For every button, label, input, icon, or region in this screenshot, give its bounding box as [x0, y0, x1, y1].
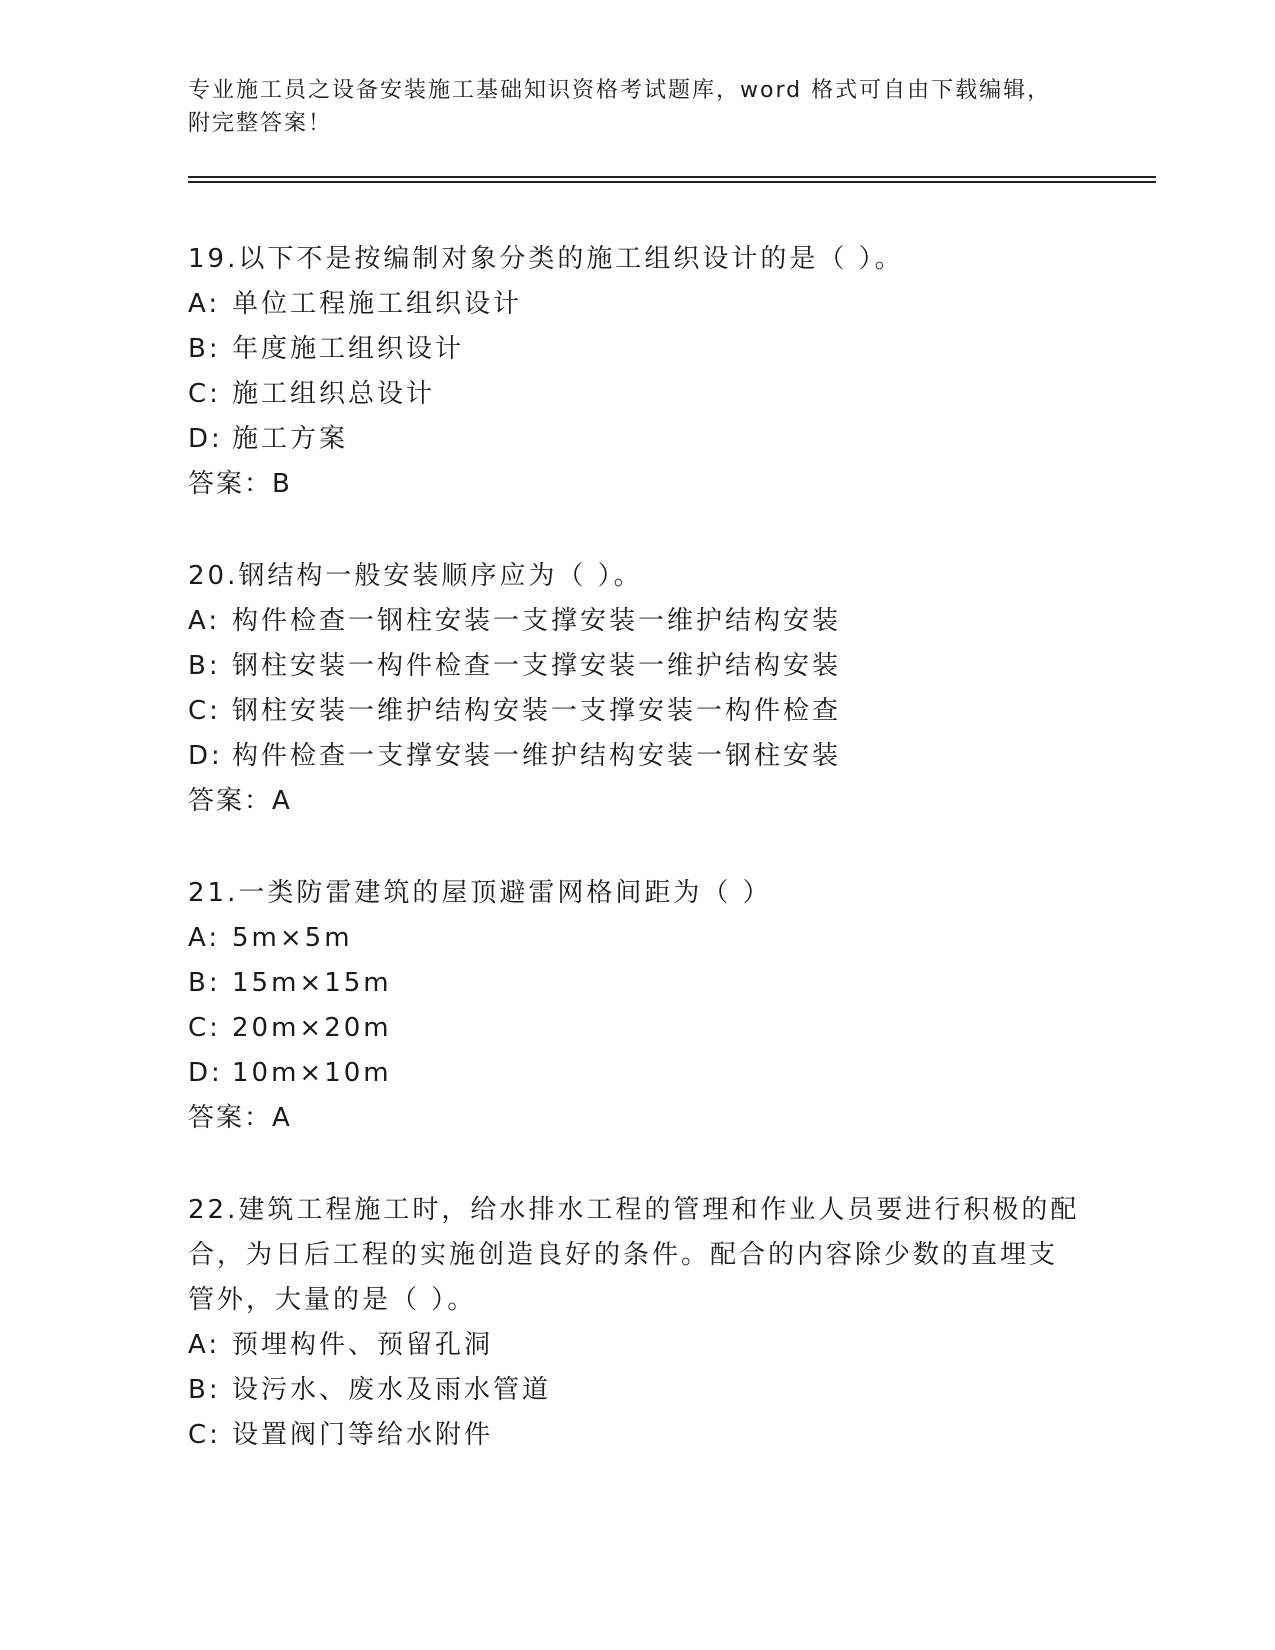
option-d — [188, 734, 1088, 779]
question-list — [188, 237, 1088, 1505]
option-key: C: — [188, 1013, 221, 1043]
option-text: 20m×20m — [232, 1013, 392, 1043]
option-a — [188, 599, 1088, 644]
header-divider-bottom — [188, 181, 1156, 183]
answer-line: 答案：B — [188, 469, 292, 499]
option-key: B: — [188, 1375, 221, 1405]
option-text: 预埋构件、预留孔洞 — [232, 1330, 494, 1360]
option-key: B: — [188, 334, 221, 364]
option-b — [188, 327, 1088, 372]
question-stem-line: 合，为日后工程的实施创造良好的条件。配合的内容除少数的直埋支 — [188, 1240, 1059, 1270]
option-key: D: — [188, 424, 223, 454]
option-key: A: — [188, 923, 221, 953]
option-text: 年度施工组织设计 — [232, 334, 465, 364]
option-d — [188, 1051, 1088, 1096]
option-text: 设置阀门等给水附件 — [232, 1420, 494, 1450]
option-text: 施工方案 — [232, 424, 349, 454]
option-text: 10m×10m — [232, 1058, 392, 1088]
option-key: D: — [188, 1058, 223, 1088]
option-c — [188, 372, 1088, 417]
option-key: C: — [188, 379, 221, 409]
option-key: A: — [188, 606, 221, 636]
header-divider-top — [188, 176, 1156, 178]
option-key: B: — [188, 968, 221, 998]
question-stem-line: 管外，大量的是（ ）。 — [188, 1285, 477, 1315]
option-text: 设污水、废水及雨水管道 — [232, 1375, 552, 1405]
option-text: 15m×15m — [232, 968, 392, 998]
question-stem-line: 22.建筑工程施工时，给水排水工程的管理和作业人员要进行积极的配 — [188, 1195, 1080, 1225]
option-a — [188, 282, 1088, 327]
option-d — [188, 417, 1088, 462]
option-c — [188, 1006, 1088, 1051]
option-key: D: — [188, 741, 223, 771]
option-b — [188, 1368, 1088, 1413]
option-text: 钢柱安装一构件检查一支撑安装一维护结构安装 — [232, 651, 842, 681]
answer-line: 答案：A — [188, 786, 292, 816]
header-line-1: 专业施工员之设备安装施工基础知识资格考试题库，word 格式可自由下载编辑， — [188, 78, 1052, 103]
option-b — [188, 961, 1088, 1006]
option-a — [188, 916, 1088, 961]
option-key: B: — [188, 651, 221, 681]
document-header — [188, 74, 1088, 140]
option-key: A: — [188, 1330, 221, 1360]
question-21 — [188, 871, 1088, 1141]
option-text: 5m×5m — [232, 923, 353, 953]
answer-line: 答案：A — [188, 1103, 292, 1133]
header-line-2: 附完整答案！ — [188, 111, 333, 136]
question-20 — [188, 554, 1088, 824]
option-a — [188, 1323, 1088, 1368]
option-b — [188, 644, 1088, 689]
option-text: 钢柱安装一维护结构安装一支撑安装一构件检查 — [232, 696, 842, 726]
option-text: 构件检查一钢柱安装一支撑安装一维护结构安装 — [232, 606, 842, 636]
option-text: 单位工程施工组织设计 — [232, 289, 523, 319]
question-stem: 19.以下不是按编制对象分类的施工组织设计的是（ ）。 — [188, 244, 904, 274]
option-text: 构件检查一支撑安装一维护结构安装一钢柱安装 — [232, 741, 842, 771]
option-text: 施工组织总设计 — [232, 379, 436, 409]
option-key: C: — [188, 696, 221, 726]
question-22 — [188, 1188, 1088, 1458]
question-19 — [188, 237, 1088, 507]
option-key: A: — [188, 289, 221, 319]
option-key: C: — [188, 1420, 221, 1450]
question-stem: 21.一类防雷建筑的屋顶避雷网格间距为（ ） — [188, 878, 772, 908]
question-stem: 20.钢结构一般安装顺序应为（ ）。 — [188, 561, 643, 591]
option-c — [188, 1413, 1088, 1458]
option-c — [188, 689, 1088, 734]
